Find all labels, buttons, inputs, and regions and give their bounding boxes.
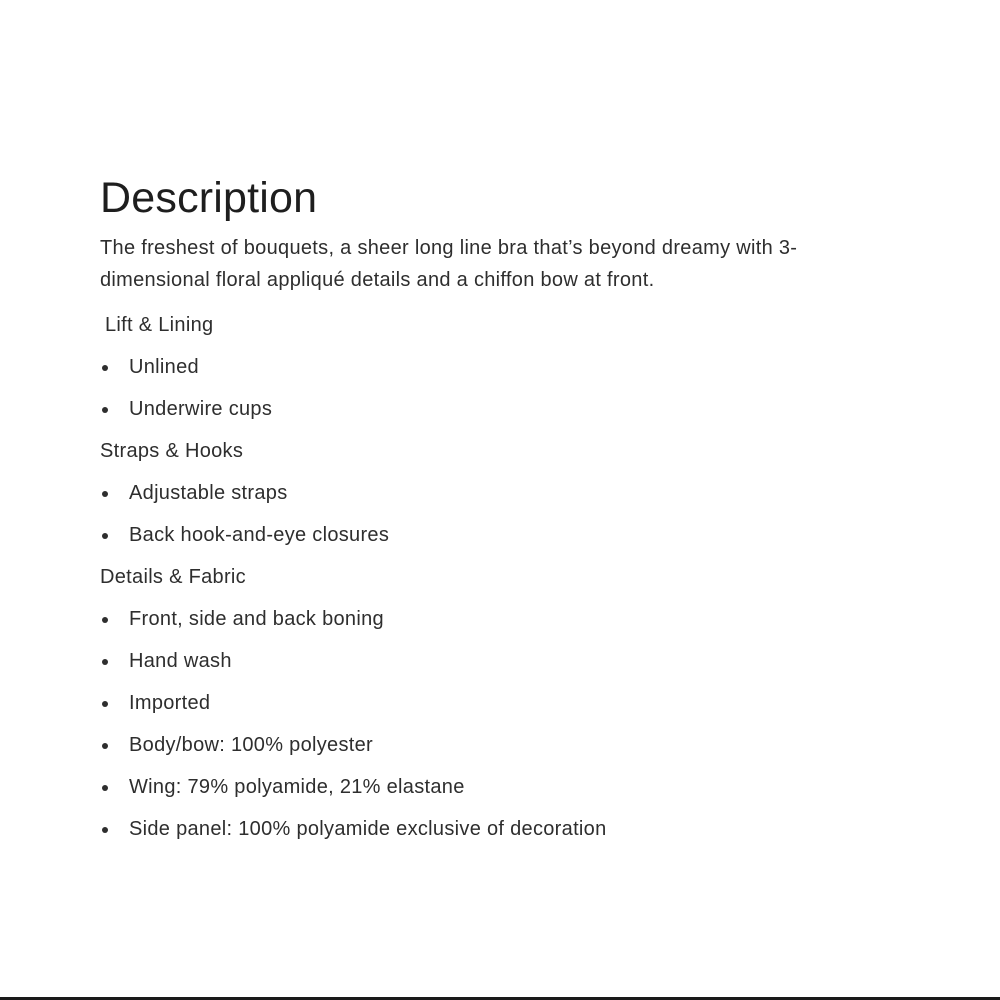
list-item-text: Imported	[129, 692, 211, 714]
bullet-icon	[102, 491, 108, 497]
list-item	[100, 514, 900, 556]
list-item	[100, 472, 900, 514]
bullet-icon	[102, 827, 108, 833]
details-fabric-list	[100, 598, 900, 850]
list-item-text: Back hook-and-eye closures	[129, 524, 390, 546]
list-item	[100, 388, 900, 430]
list-item-text: Front, side and back boning	[129, 608, 384, 630]
list-item	[100, 598, 900, 640]
bullet-icon	[102, 407, 108, 413]
list-item-text: Underwire cups	[129, 398, 273, 420]
bullet-icon	[102, 743, 108, 749]
bullet-icon	[102, 365, 108, 371]
bullet-icon	[102, 785, 108, 791]
description-title: Description	[100, 174, 318, 222]
description-panel	[100, 172, 900, 850]
section-heading-straps-hooks: Straps & Hooks	[100, 440, 244, 462]
section-heading-details-fabric: Details & Fabric	[100, 566, 246, 588]
list-item	[100, 766, 900, 808]
list-item	[100, 808, 900, 850]
straps-hooks-list	[100, 472, 900, 556]
list-item-text: Unlined	[129, 356, 199, 378]
list-item-text: Body/bow: 100% polyester	[129, 734, 374, 756]
list-item-text: Adjustable straps	[129, 482, 288, 504]
list-item	[100, 640, 900, 682]
list-item-text: Side panel: 100% polyamide exclusive of decoration	[129, 818, 607, 840]
bullet-icon	[102, 701, 108, 707]
bullet-icon	[102, 617, 108, 623]
list-item	[100, 682, 900, 724]
list-item-text: Hand wash	[129, 650, 232, 672]
list-item-text: Wing: 79% polyamide, 21% elastane	[129, 776, 465, 798]
list-item	[100, 724, 900, 766]
lift-lining-list	[100, 346, 900, 430]
list-item	[100, 346, 900, 388]
description-intro: The freshest of bouquets, a sheer long line bra that’s beyond dreamy with 3-dimensional floral appliqué details and a chiffon bow at front.	[100, 237, 798, 291]
section-heading-lift-lining: Lift & Lining	[105, 314, 214, 336]
bullet-icon	[102, 533, 108, 539]
bullet-icon	[102, 659, 108, 665]
